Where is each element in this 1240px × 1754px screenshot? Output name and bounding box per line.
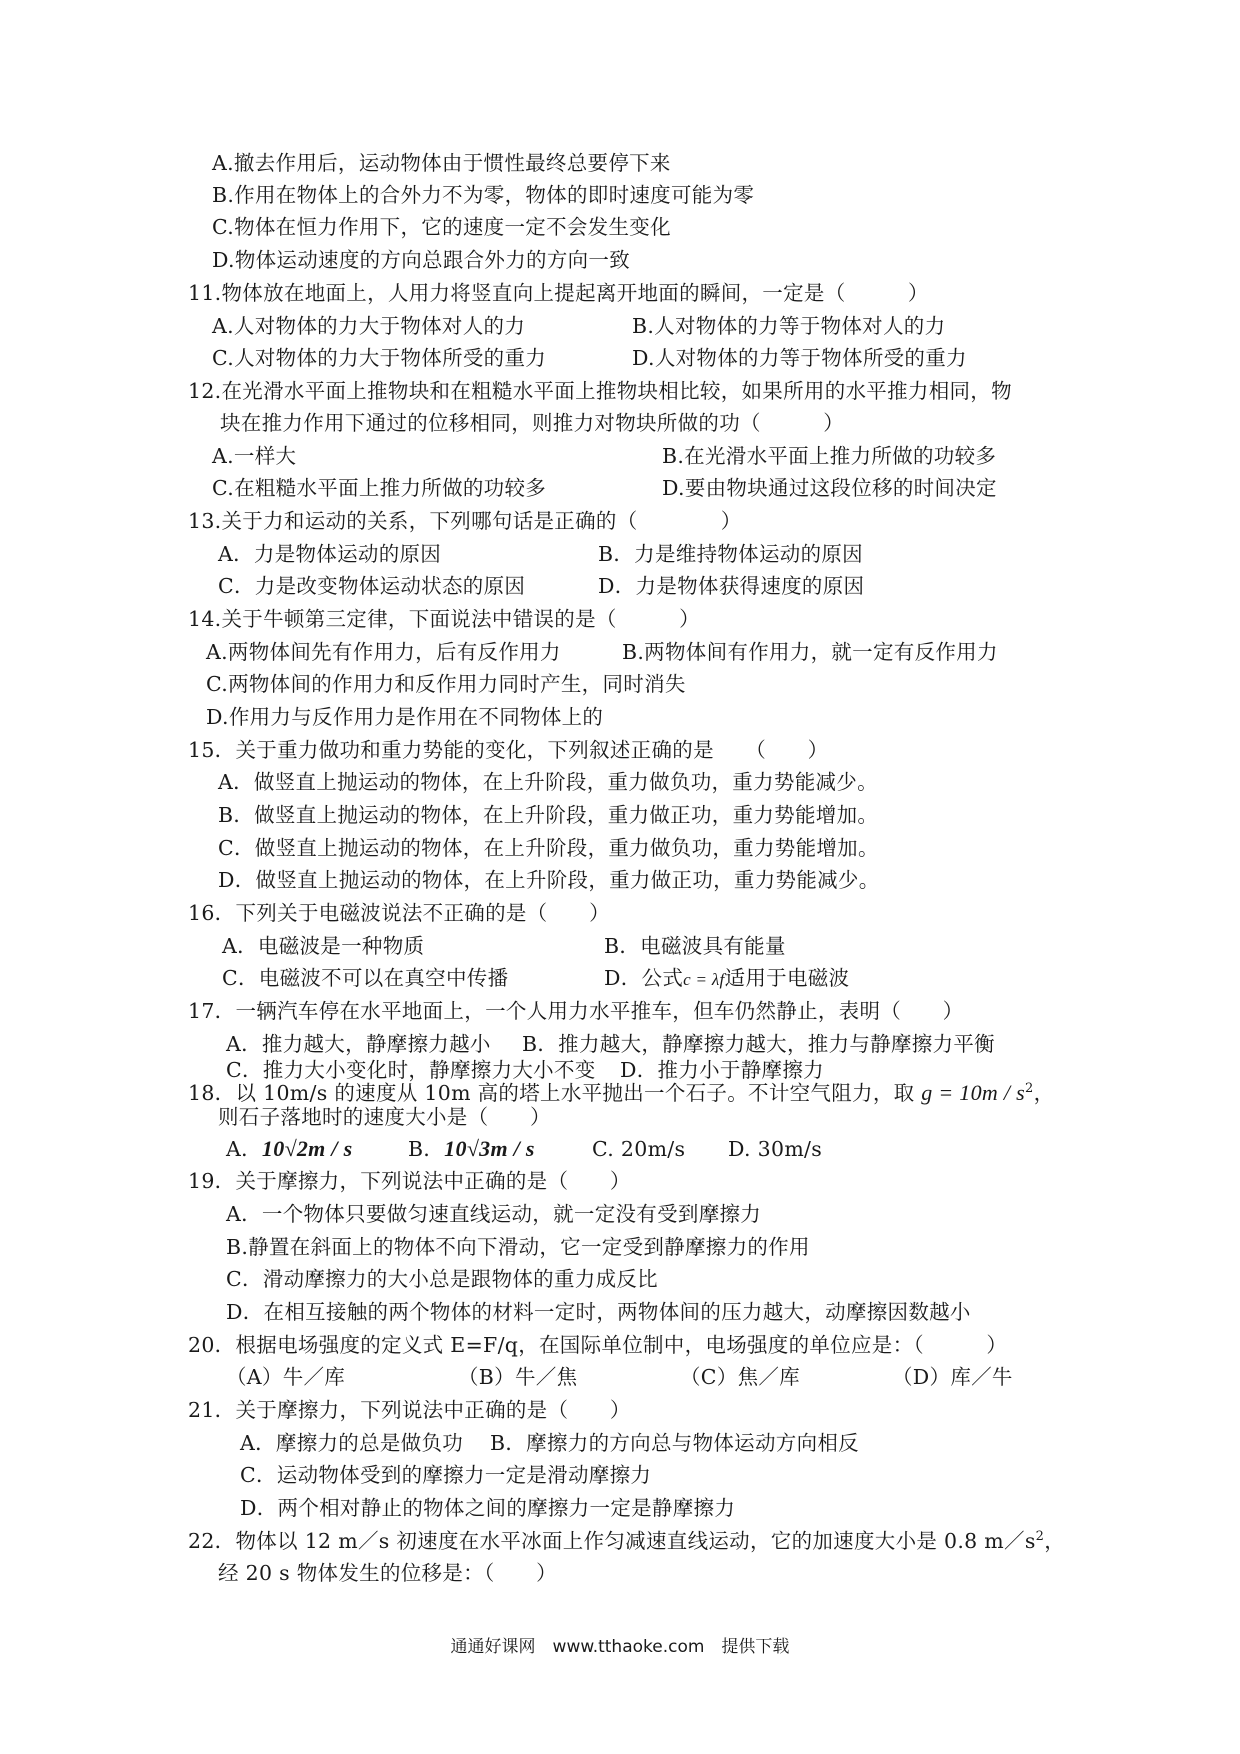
q18-stem-prefix: 18．以 10m/s 的速度从 10m 高的塔上水平抛出一个石子。不计空气阻力，取 <box>188 1081 915 1105</box>
q12-option-d: D.要由物块通过这段位移的时间决定 <box>662 476 997 500</box>
q13-option-b: B．力是维持物体运动的原因 <box>598 542 863 566</box>
q10-option-a: A.撤去作用后，运动物体由于惯性最终总要停下来 <box>212 151 671 175</box>
q21-option-a: A．摩擦力的总是做负功 <box>240 1431 464 1455</box>
q15-option-c: C．做竖直上抛运动的物体，在上升阶段，重力做负功，重力势能增加。 <box>218 836 879 860</box>
q14-stem: 14.关于牛顿第三定律，下面说法中错误的是（ ） <box>188 607 700 631</box>
q13-option-a: A．力是物体运动的原因 <box>218 542 442 566</box>
q17-option-b: B．推力越大，静摩擦力越大，推力与静摩擦力平衡 <box>522 1032 995 1056</box>
q18-stem-suffix: ， <box>1033 1081 1055 1105</box>
q16-option-a: A．电磁波是一种物质 <box>222 934 425 958</box>
q14-option-d: D.作用力与反作用力是作用在不同物体上的 <box>206 705 604 729</box>
q20-option-b: （B）牛／焦 <box>458 1365 578 1389</box>
q11-option-d: D.人对物体的力等于物体所受的重力 <box>632 346 967 370</box>
q20-option-d: （D）库／牛 <box>892 1365 1013 1389</box>
q15-option-a: A．做竖直上抛运动的物体，在上升阶段，重力做负功，重力势能减少。 <box>218 770 878 794</box>
q20-option-a: （A）牛／库 <box>226 1365 346 1389</box>
q21-option-d: D．两个相对静止的物体之间的摩擦力一定是静摩擦力 <box>240 1496 736 1520</box>
q18-gravity-exponent: 2 <box>1024 1081 1034 1097</box>
q22-stem-text: 22．物体以 12 m／s 初速度在水平冰面上作匀减速直线运动，它的加速度大小是 0.8 m／s <box>188 1529 1036 1553</box>
q16-option-c: C．电磁波不可以在真空中传播 <box>222 966 509 990</box>
q16-stem: 16．下列关于电磁波说法不正确的是（ ） <box>188 901 610 925</box>
q18-option-c: C. 20m/s <box>592 1137 686 1161</box>
q16-option-d <box>604 963 849 995</box>
q15-option-d: D．做竖直上抛运动的物体，在上升阶段，重力做正功，重力势能减少。 <box>218 868 880 892</box>
q15-option-b: B．做竖直上抛运动的物体，在上升阶段，重力做正功，重力势能增加。 <box>218 803 879 827</box>
q19-stem: 19．关于摩擦力，下列说法中正确的是（ ） <box>188 1169 631 1193</box>
q12-option-a: A.一样大 <box>212 444 297 468</box>
q22-stem-cont: 经 20 s 物体发生的位移是：（ ） <box>218 1561 557 1585</box>
q21-option-c: C．运动物体受到的摩擦力一定是滑动摩擦力 <box>240 1463 652 1487</box>
q18-option-a-formula: 10√2m / s <box>261 1136 353 1161</box>
q10-option-d: D.物体运动速度的方向总跟合外力的方向一致 <box>212 248 631 272</box>
q13-option-d: D．力是物体获得速度的原因 <box>598 574 865 598</box>
q18-option-d: D. 30m/s <box>728 1137 823 1161</box>
q22-stem-suffix: ， <box>1044 1529 1066 1553</box>
q17-option-a: A．推力越大，静摩擦力越小 <box>226 1032 491 1056</box>
q18-option-a-label: A． <box>226 1137 262 1161</box>
q17-stem: 17．一辆汽车停在水平地面上，一个人用力水平推车，但车仍然静止，表明（ ） <box>188 999 964 1023</box>
q19-option-a: A．一个物体只要做匀速直线运动，就一定没有受到摩擦力 <box>226 1202 762 1226</box>
q19-option-c: C．滑动摩擦力的大小总是跟物体的重力成反比 <box>226 1267 658 1291</box>
q18-option-a <box>226 1134 352 1164</box>
q14-option-b: B.两物体间有作用力，就一定有反作用力 <box>622 640 998 664</box>
q12-option-b: B.在光滑水平面上推力所做的功较多 <box>662 444 997 468</box>
q13-stem: 13.关于力和运动的关系，下列哪句话是正确的（ ） <box>188 509 742 533</box>
q15-stem: 15．关于重力做功和重力势能的变化，下列叙述正确的是 （ ） <box>188 738 829 762</box>
q17-option-d: D．推力小于静摩擦力 <box>620 1058 824 1082</box>
q20-option-c: （C）焦／库 <box>680 1365 800 1389</box>
q17-option-c: C．推力大小变化时，静摩擦力大小不变 <box>226 1058 596 1082</box>
q18-option-b-label: B． <box>408 1137 445 1161</box>
q10-option-b: B.作用在物体上的合外力不为零，物体的即时速度可能为零 <box>212 183 755 207</box>
q20-stem: 20．根据电场强度的定义式 E=F/q，在国际单位制中，电场强度的单位应是：（ ） <box>188 1333 1008 1357</box>
q14-option-a: A.两物体间先有作用力，后有反作用力 <box>206 640 561 664</box>
q16-option-d-suffix: 适用于电磁波 <box>724 966 850 990</box>
q18-stem-cont: 则石子落地时的速度大小是（ ） <box>218 1105 551 1129</box>
q12-stem-cont: 块在推力作用下通过的位移相同，则推力对物块所做的功（ ） <box>220 411 844 435</box>
q22-stem <box>188 1526 1065 1556</box>
q12-stem: 12.在光滑水平面上推物块和在粗糙水平面上推物块相比较，如果所用的水平推力相同，物 <box>188 379 1012 403</box>
q16-formula: c = λf <box>683 970 725 989</box>
q14-option-c: C.两物体间的作用力和反作用力同时产生，同时消失 <box>206 672 686 696</box>
q18-option-b-formula: 10√3m / s <box>444 1136 535 1161</box>
q21-option-b: B．摩擦力的方向总与物体运动方向相反 <box>490 1431 859 1455</box>
q11-option-c: C.人对物体的力大于物体所受的重力 <box>212 346 547 370</box>
q11-option-b: B.人对物体的力等于物体对人的力 <box>632 314 946 338</box>
page-footer: 通通好课网 www.tthaoke.com 提供下载 <box>450 1637 790 1657</box>
q21-stem: 21．关于摩擦力，下列说法中正确的是（ ） <box>188 1398 631 1422</box>
q12-option-c: C.在粗糙水平面上推力所做的功较多 <box>212 476 547 500</box>
q19-option-d: D．在相互接触的两个物体的材料一定时，两物体间的压力越大，动摩擦因数越小 <box>226 1300 971 1324</box>
q18-gravity-formula: g = 10m / s <box>921 1080 1025 1105</box>
q18-option-b <box>408 1134 535 1164</box>
q16-option-b: B．电磁波具有能量 <box>604 934 786 958</box>
q16-option-d-prefix: D．公式 <box>604 966 684 990</box>
q13-option-c: C．力是改变物体运动状态的原因 <box>218 574 526 598</box>
q19-option-b: B.静置在斜面上的物体不向下滑动，它一定受到静摩擦力的作用 <box>226 1235 810 1259</box>
q10-option-c: C.物体在恒力作用下，它的速度一定不会发生变化 <box>212 215 671 239</box>
q11-option-a: A.人对物体的力大于物体对人的力 <box>212 314 526 338</box>
q11-stem: 11.物体放在地面上，人用力将竖直向上提起离开地面的瞬间，一定是（ ） <box>188 281 929 305</box>
q22-exponent: 2 <box>1035 1529 1045 1545</box>
